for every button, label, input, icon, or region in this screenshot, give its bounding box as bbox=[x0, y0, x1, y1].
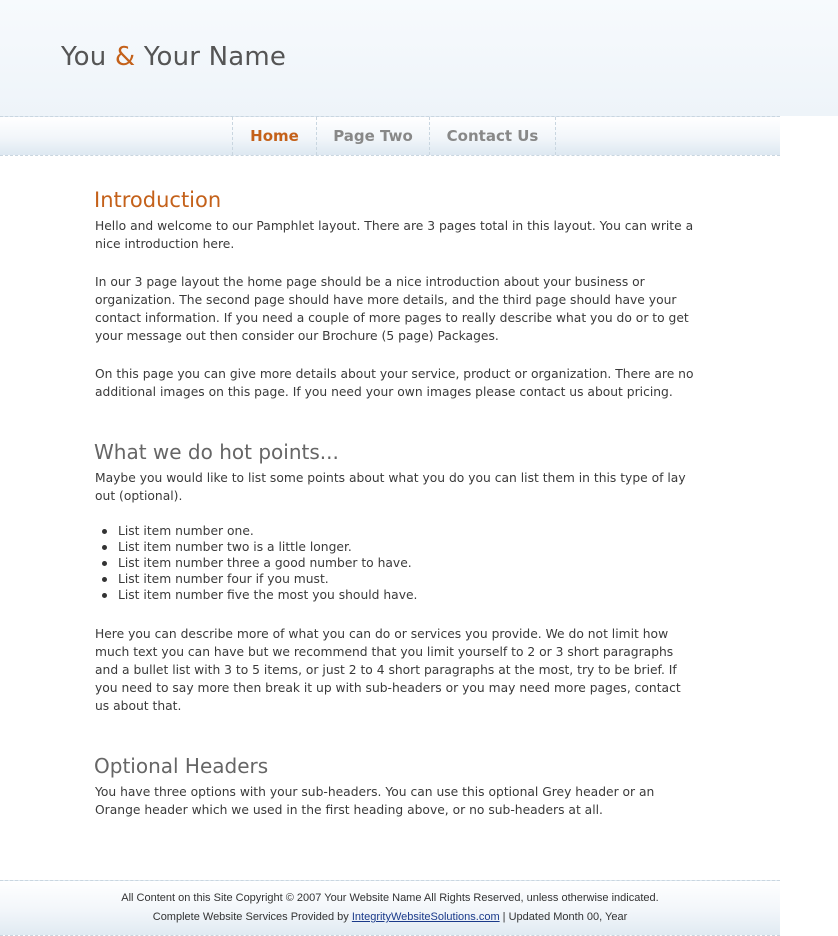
hot-points-outro: Here you can describe more of what you can do or services you provide. We do not limit how much text you can have but we recommend that you limit yourself to 2 or 3 short paragraphs and a bullet list with 3 to 5 items, or just 2 to 4 short paragraphs at the most, try to be brief. If you need to say more then break it up with sub-headers or you may need more pages, contact us about that. bbox=[95, 627, 681, 713]
main-navigation bbox=[0, 116, 780, 156]
footer-services-prefix: Complete Website Services Provided by bbox=[152, 911, 352, 923]
intro-paragraph-3: On this page you can give more details about your service, product or organization. There are no additional images on this page. If you need your own images please contact us about pricing. bbox=[95, 367, 694, 399]
introduction-heading: Introduction bbox=[94, 188, 222, 212]
main-content bbox=[95, 186, 695, 839]
site-title bbox=[61, 42, 286, 72]
site-title-ampersand: & bbox=[114, 42, 136, 72]
footer-services bbox=[0, 911, 780, 923]
nav-item-page-two bbox=[317, 117, 430, 155]
site-header bbox=[0, 0, 838, 116]
list-item: List item number five the most you should have. bbox=[102, 587, 695, 603]
intro-paragraph-1: Hello and welcome to our Pamphlet layout. There are 3 pages total in this layout. You can write a nice introduction here. bbox=[95, 219, 694, 251]
footer-updated: | Updated Month 00, Year bbox=[499, 911, 628, 923]
list-item: List item number two is a little longer. bbox=[102, 539, 695, 555]
hot-points-intro: Maybe you would like to list some points about what you do you can list them in this type of lay out (optional). bbox=[95, 471, 686, 503]
nav-link-page-two[interactable]: Page Two bbox=[333, 127, 413, 145]
intro-paragraph-2: In our 3 page layout the home page should be a nice introduction about your business or organization. The second page should have more details, and the third page should have your contact information. If you need a couple of more pages to really describe what you do or to get your message out then consider our Brochure (5 page) Packages. bbox=[95, 275, 689, 343]
nav-list bbox=[232, 117, 556, 155]
site-footer bbox=[0, 880, 780, 936]
list-item: List item number one. bbox=[102, 523, 695, 539]
optional-headers-text: You have three options with your sub-headers. You can use this optional Grey header or an Orange header which we used in the first heading above, or no sub-headers at all. bbox=[95, 785, 655, 817]
nav-item-home bbox=[233, 117, 317, 155]
site-title-part1: You bbox=[61, 42, 115, 72]
list-item: List item number three a good number to have. bbox=[102, 555, 695, 571]
nav-item-contact-us bbox=[430, 117, 556, 155]
hot-points-list bbox=[102, 523, 695, 603]
list-item: List item number four if you must. bbox=[102, 571, 695, 587]
footer-services-link[interactable]: IntegrityWebsiteSolutions.com bbox=[351, 911, 500, 923]
optional-headers-heading: Optional Headers bbox=[94, 754, 269, 778]
site-title-part2: Your Name bbox=[135, 42, 287, 72]
footer-copyright: All Content on this Site Copyright © 2007 Your Website Name All Rights Reserved, unless otherwise indicated. bbox=[121, 892, 659, 904]
nav-link-contact-us[interactable]: Contact Us bbox=[446, 127, 539, 145]
nav-link-home[interactable]: Home bbox=[250, 127, 299, 145]
hot-points-heading: What we do hot points... bbox=[94, 440, 339, 464]
